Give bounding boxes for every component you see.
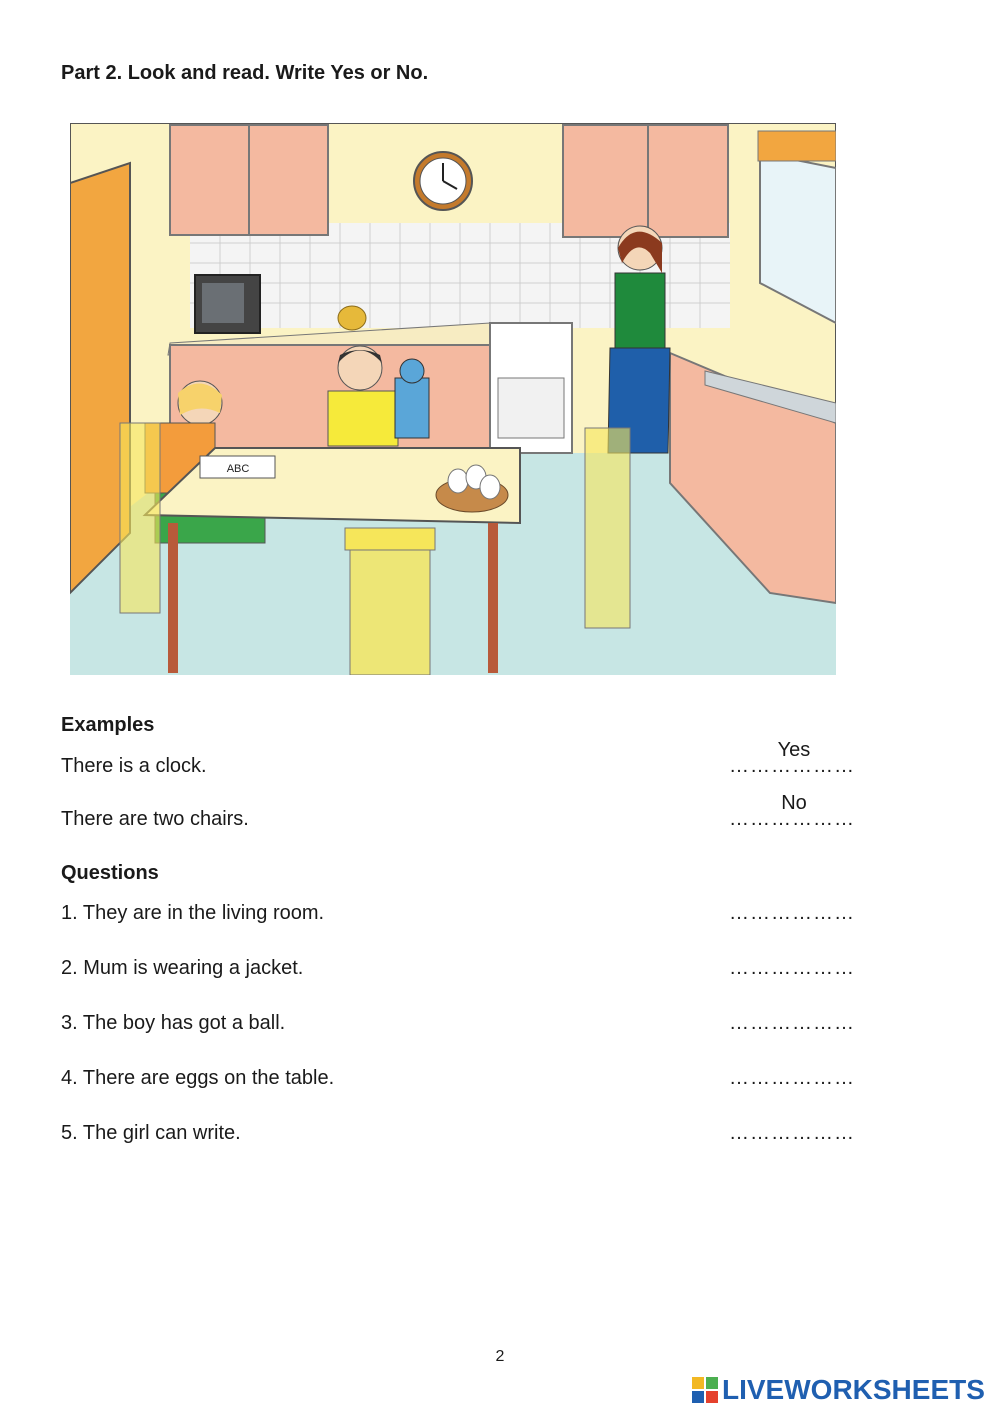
questions-title: Questions bbox=[61, 862, 159, 884]
example-answer: No bbox=[781, 792, 807, 814]
question-row bbox=[61, 1012, 861, 1042]
question-sentence: 2. Mum is wearing a jacket. bbox=[61, 957, 304, 979]
kitchen-illustration bbox=[70, 123, 836, 675]
question-sentence: 3. The boy has got a ball. bbox=[61, 1012, 286, 1034]
question-sentence: 4. There are eggs on the table. bbox=[61, 1067, 335, 1089]
page-number: 2 bbox=[495, 1348, 505, 1365]
page-heading: Part 2. Look and read. Write Yes or No. bbox=[61, 62, 429, 84]
answer-blank[interactable]: ……………… bbox=[729, 1067, 855, 1089]
question-row bbox=[61, 1122, 861, 1152]
liveworksheets-logo-icon bbox=[692, 1377, 718, 1403]
answer-blank[interactable]: ……………… bbox=[729, 957, 855, 979]
example-row bbox=[61, 739, 861, 785]
example-sentence: There are two chairs. bbox=[61, 808, 249, 830]
answer-blank[interactable]: ……………… bbox=[729, 755, 855, 777]
example-row bbox=[61, 792, 861, 838]
examples-title: Examples bbox=[61, 714, 155, 736]
question-row bbox=[61, 1067, 861, 1097]
question-row bbox=[61, 902, 861, 932]
question-row bbox=[61, 957, 861, 987]
example-answer: Yes bbox=[777, 739, 811, 761]
answer-blank[interactable]: ……………… bbox=[729, 808, 855, 830]
brand-name: LIVEWORKSHEETS bbox=[722, 1374, 985, 1405]
answer-blank[interactable]: ……………… bbox=[729, 1122, 855, 1144]
answer-blank[interactable]: ……………… bbox=[729, 1012, 855, 1034]
question-sentence: 5. The girl can write. bbox=[61, 1122, 241, 1144]
answer-blank[interactable]: ……………… bbox=[729, 902, 855, 924]
abc-paper-label: ABC bbox=[226, 463, 250, 475]
brand-logo[interactable] bbox=[692, 1372, 985, 1408]
question-sentence: 1. They are in the living room. bbox=[61, 902, 325, 924]
example-sentence: There is a clock. bbox=[61, 755, 207, 777]
